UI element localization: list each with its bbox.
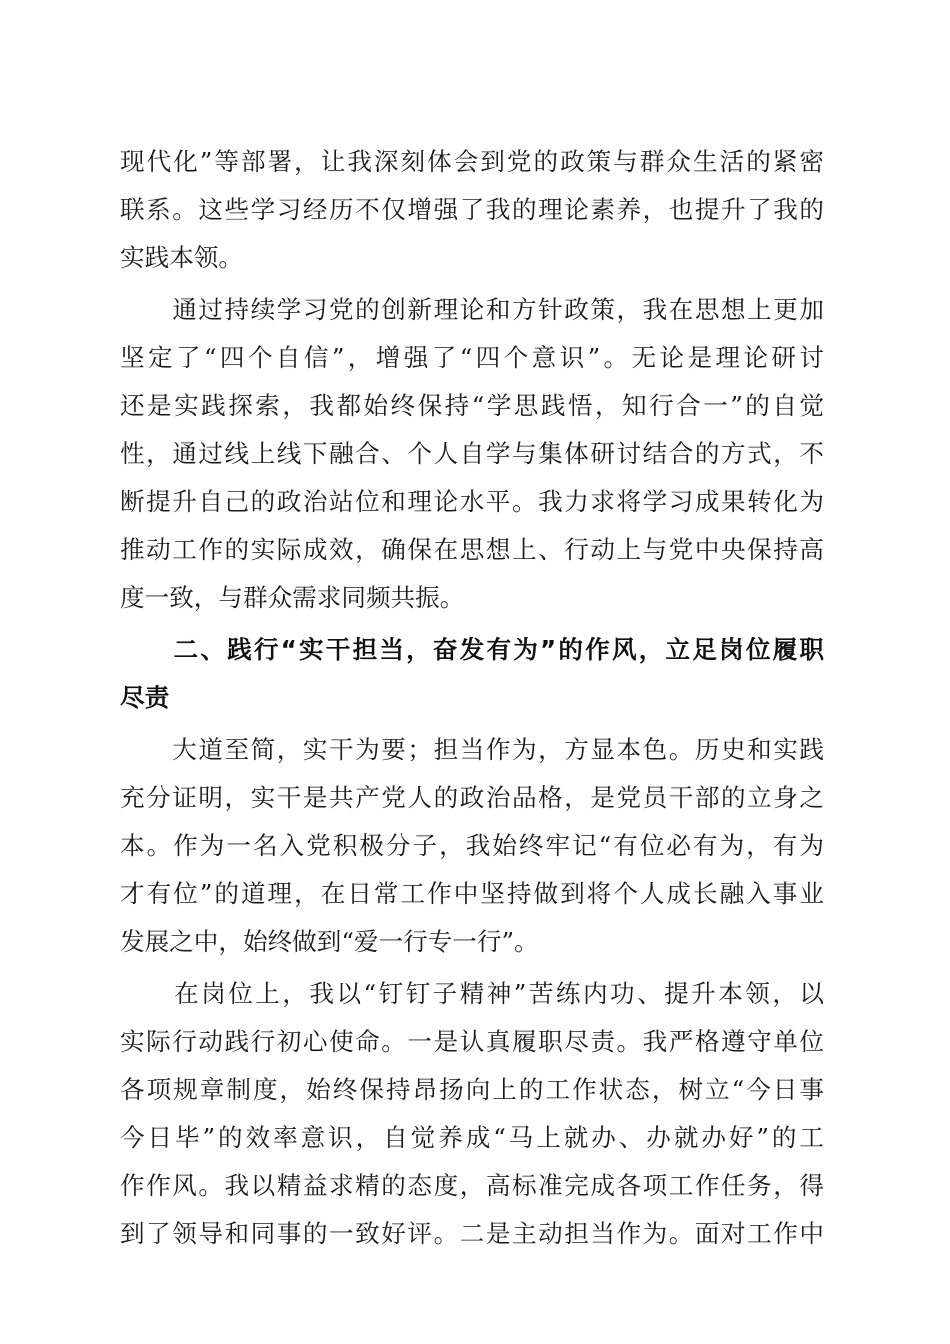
text-line: 性，通过线上线下融合、个人自学与集体研讨结合的方式，不 xyxy=(120,439,824,468)
text-line: 坚定了“四个自信”，增强了“四个意识”。无论是理论研讨 xyxy=(120,343,824,372)
text-line: 到了领导和同事的一致好评。二是主动担当作为。面对工作中 xyxy=(120,1219,824,1248)
text-line: 还是实践探索，我都始终保持“学思践悟，知行合一”的自觉 xyxy=(120,391,824,420)
text-line: 度一致，与群众需求同频共振。 xyxy=(120,583,465,612)
text-line: 才有位”的道理，在日常工作中坚持做到将个人成长融入事业 xyxy=(120,879,824,908)
text-line: 作作风。我以精益求精的态度，高标准完成各项工作任务，得 xyxy=(120,1171,824,1200)
paragraph-start-line: 通过持续学习党的创新理论和方针政策，我在思想上更加 xyxy=(120,295,824,324)
text-line: 联系。这些学习经历不仅增强了我的理论素养，也提升了我的 xyxy=(120,195,824,224)
text-line: 各项规章制度，始终保持昂扬向上的工作状态，树立“今日事 xyxy=(120,1075,824,1104)
text-line: 现代化”等部署，让我深刻体会到党的政策与群众生活的紧密 xyxy=(120,147,824,176)
section-heading: 尽责 xyxy=(120,683,170,712)
text-line: 充分证明，实干是共产党人的政治品格，是党员干部的立身之 xyxy=(120,783,824,812)
text-line: 发展之中，始终做到“爱一行专一行”。 xyxy=(120,927,539,956)
text-line: 今日毕”的效率意识，自觉养成“马上就办、办就办好”的工 xyxy=(120,1123,824,1152)
paragraph-start-line: 大道至简，实干为要；担当作为，方显本色。历史和实践 xyxy=(120,735,824,764)
section-heading: 二、践行“实干担当，奋发有为”的作风，立足岗位履职 xyxy=(120,635,824,664)
paragraph-start-line: 在岗位上，我以“钉钉子精神”苦练内功、提升本领，以 xyxy=(120,979,824,1008)
text-line: 断提升自己的政治站位和理论水平。我力求将学习成果转化为 xyxy=(120,487,824,516)
text-line: 推动工作的实际成效，确保在思想上、行动上与党中央保持高 xyxy=(120,535,824,564)
text-line: 实践本领。 xyxy=(120,243,243,272)
text-line: 实际行动践行初心使命。一是认真履职尽责。我严格遵守单位 xyxy=(120,1027,824,1056)
text-line: 本。作为一名入党积极分子，我始终牢记“有位必有为，有为 xyxy=(120,831,824,860)
